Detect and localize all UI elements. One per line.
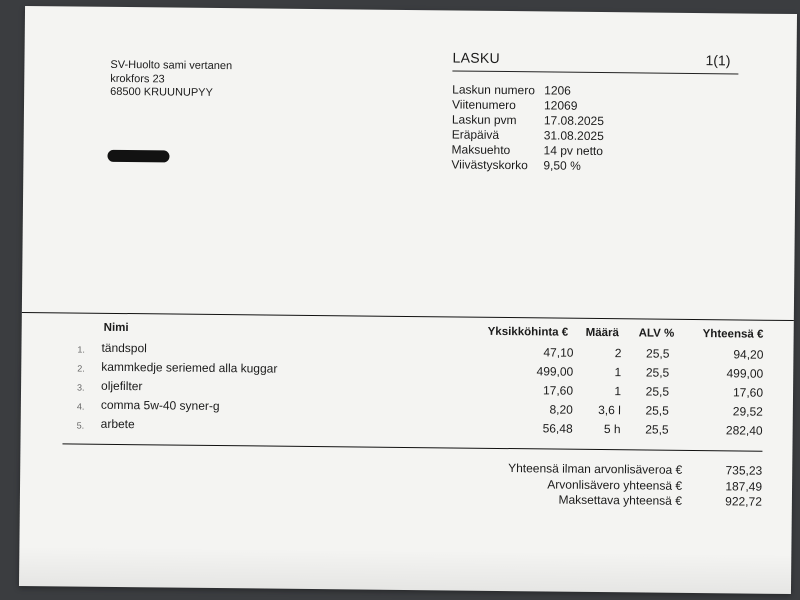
page-number: 1(1) (705, 52, 731, 69)
item-total: 94,20 (733, 347, 764, 362)
item-quantity: 2 (614, 346, 622, 361)
invoice-meta (451, 82, 604, 174)
meta-label: Laskun numero (452, 82, 535, 98)
item-vat: 25,5 (645, 365, 670, 380)
header-total: Yhteensä € (702, 328, 764, 341)
item-total: 499,00 (726, 366, 764, 381)
item-unit-price: 56,48 (542, 421, 573, 436)
meta-label: Laskun pvm (451, 112, 517, 128)
item-vat: 25,5 (645, 422, 669, 437)
meta-row-due-date (452, 127, 604, 144)
item-vat: 25,5 (645, 384, 670, 399)
header-quantity: Määrä (585, 326, 619, 340)
line-items (21, 340, 794, 443)
meta-row-reference-number (452, 97, 604, 114)
row-number: 2. (77, 363, 85, 374)
item-total: 17,60 (732, 385, 764, 400)
header-unit-price: Yksikköhinta € (487, 325, 569, 339)
totals-divider (62, 443, 762, 451)
meta-label: Viitenumero (451, 97, 516, 113)
row-number: 5. (76, 420, 85, 431)
item-quantity: 1 (614, 365, 622, 380)
meta-row-invoice-date (452, 112, 604, 129)
sender-address (110, 59, 232, 101)
meta-row-penalty-interest (451, 157, 603, 174)
row-number: 1. (77, 344, 86, 355)
item-quantity: 1 (614, 384, 622, 399)
total-value: 922,72 (725, 494, 762, 509)
total-value: 187,49 (725, 478, 763, 494)
item-quantity: 3,6 l (598, 402, 621, 418)
invoice-paper (19, 6, 797, 594)
total-excl-vat-row (462, 461, 762, 480)
item-name: oljefilter (101, 378, 143, 394)
totals-block (462, 461, 762, 511)
item-unit-price: 47,10 (543, 345, 574, 360)
meta-value: 14 pv netto (543, 143, 604, 159)
meta-row-invoice-number (452, 82, 604, 99)
header-vat: ALV % (638, 327, 675, 340)
row-number: 3. (77, 382, 85, 393)
meta-value: 1206 (544, 83, 571, 98)
item-unit-price: 499,00 (536, 364, 574, 379)
total-value: 735,23 (725, 463, 763, 478)
meta-value: 17.08.2025 (543, 113, 605, 129)
item-unit-price: 8,20 (549, 402, 573, 417)
total-label: Yhteensä ilman arvonlisäveroa € (508, 461, 683, 477)
meta-label: Eräpäivä (451, 127, 500, 142)
total-label: Arvonlisävero yhteensä € (547, 476, 683, 493)
meta-label: Viivästyskorko (451, 157, 528, 173)
redacted-recipient (107, 150, 169, 163)
total-label: Maksettava yhteensä € (558, 492, 682, 508)
sender-street: krokfors 23 (110, 72, 165, 85)
item-quantity: 5 h (603, 422, 621, 437)
item-unit-price: 17,60 (542, 383, 574, 398)
meta-value: 9,50 % (543, 158, 581, 173)
item-total: 29,52 (732, 404, 763, 419)
title-divider (452, 70, 738, 74)
meta-row-payment-terms (451, 142, 603, 159)
item-name: comma 5w-40 syner-g (100, 397, 220, 414)
paper-fold-shadow (19, 546, 791, 594)
sender-name: SV-Huolto sami vertanen (110, 58, 233, 73)
meta-value: 12069 (543, 98, 578, 113)
meta-label: Maksuehto (451, 142, 511, 158)
row-number: 4. (76, 401, 85, 412)
document-title: LASKU (452, 49, 501, 66)
total-payable-row (462, 492, 762, 511)
item-name: kammkedje seriemed alla kuggar (101, 359, 278, 376)
item-vat: 25,5 (646, 346, 670, 361)
table-top-divider (22, 312, 794, 321)
sender-city: 68500 KRUUNUPYY (110, 85, 213, 99)
item-name: tändspol (101, 340, 147, 356)
item-total: 282,40 (725, 423, 763, 438)
header-name: Nimi (103, 321, 129, 335)
meta-value: 31.08.2025 (543, 128, 604, 144)
item-name: arbete (100, 416, 135, 432)
item-vat: 25,5 (645, 403, 669, 418)
